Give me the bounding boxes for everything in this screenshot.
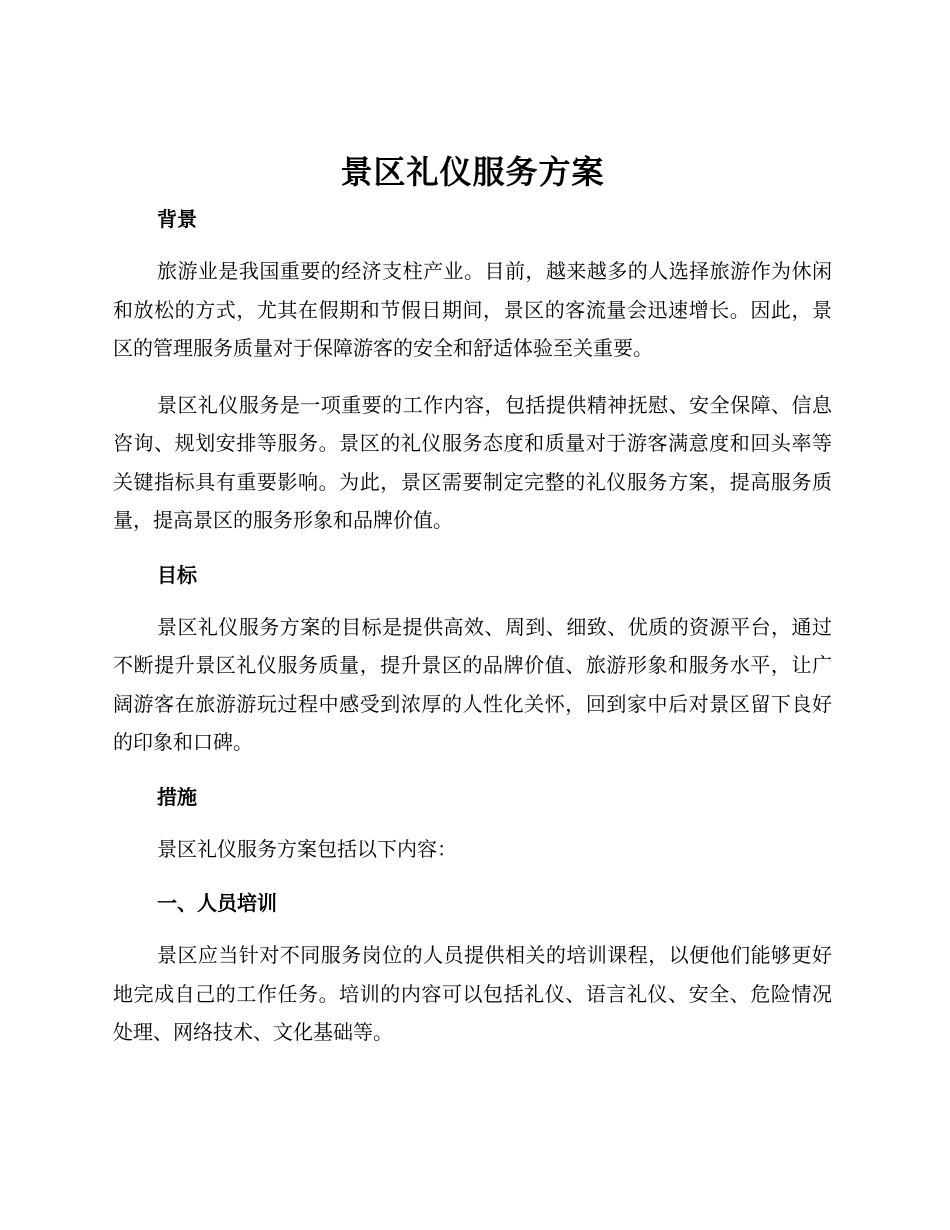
paragraph-measures-1: 景区礼仪服务方案包括以下内容：	[157, 836, 457, 861]
section-heading-measures: 措施	[157, 784, 197, 809]
section-heading-background: 背景	[157, 207, 197, 231]
section-heading-training: 一、人员培训	[157, 891, 277, 915]
section-heading-goal: 目标	[157, 562, 197, 587]
paragraph-training-1: 景区应当针对不同服务岗位的人员提供相关的培训课程，以便他们能够更好地完成自己的工作任务。培训的内容可以包括礼仪、语言礼仪、安全、危险情况处理、网络技术、文化基础等。	[113, 943, 832, 1044]
paragraph-background-1: 旅游业是我国重要的经济支柱产业。目前，越来越多的人选择旅游作为休闲和放松的方式，尤其在假期和节假日期间，景区的客流量会迅速增长。因此，景区的管理服务质量对于保障游客的安全和舒适体验至关重要。	[113, 259, 832, 360]
paragraph-goal-1: 景区礼仪服务方案的目标是提供高效、周到、细致、优质的资源平台，通过不断提升景区礼仪服务质量，提升景区的品牌价值、旅游形象和服务水平，让广阔游客在旅游游玩过程中感受到浓厚的人性化关怀，回到家中后对景区留下良好的印象和口碑。	[113, 614, 832, 754]
document-title: 景区礼仪服务方案	[340, 153, 605, 191]
paragraph-background-2: 景区礼仪服务是一项重要的工作内容，包括提供精神抚慰、安全保障、信息咨询、规划安排等服务。景区的礼仪服务态度和质量对于游客满意度和回头率等关键指标具有重要影响。为此，景区需要制定完整的礼仪服务方案，提高服务质量，提高景区的服务形象和品牌价值。	[113, 392, 832, 532]
